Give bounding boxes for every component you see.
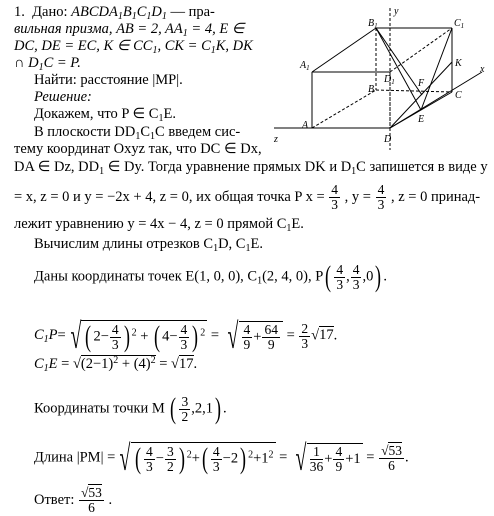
problem-line-2: вильная призма, AB = 2, $AA_1 = 4$, E ∈ (14, 21, 245, 39)
text-line-4: = x, z = 0 и y = −2x + 4, z = 0, их общая точка P x = $\frac{4}{3}$ , y = $\frac{4}{3}$ , z = 0 принад- (14, 182, 481, 212)
label-a1: $A_1$ (300, 60, 310, 72)
edge-bc (376, 90, 452, 92)
label-k: K (455, 58, 462, 69)
label-x: x (480, 64, 485, 75)
label-b: B (368, 84, 375, 95)
label-f: F (418, 78, 425, 89)
text-line-6: Вычислим длины отрезков $C_1D$, $C_1E$. (34, 236, 263, 254)
c1p-formula: $C_1P=$ √ ( 2− $\frac{4}{3}$ ) $^2$ + ( 4− $\frac{4}{3}$ ) $^2$ = √ $\frac{4}{9}$ + $\frac{64}{9}$ = $\frac{2}{3}$ √17. (34, 316, 338, 356)
line-c1e (421, 28, 452, 110)
label-z: z (274, 134, 278, 145)
edge-a1b1 (312, 28, 376, 72)
text-line-2: тему координат Oxyz так, что DC ∈ Dx, (14, 141, 262, 157)
label-e: E (418, 114, 425, 125)
m-coords: Координаты точки M ( $\frac{3}{2}$ ,2,1) . (34, 392, 227, 425)
find-line: Найти: расстояние |MP|. (34, 72, 183, 88)
prism-figure (272, 0, 492, 150)
line-b1e (376, 28, 421, 110)
label-y: y (394, 6, 399, 17)
label-d1: $D_1$ (384, 74, 395, 86)
label-d: D (384, 134, 392, 145)
x-axis (390, 72, 482, 128)
prove-line: Докажем, что P ∈ $C_1E$. (34, 106, 176, 124)
edge-d1c1 (390, 28, 452, 72)
text-line-3: DA ∈ Dz, $DD_1$ ∈ Dy. Тогда уравнение прямых DK и $D_1C$ запишется в виде y (14, 159, 488, 177)
problem-line-1: 1. Дано: $ABCDA_1B_1C_1D_1$ — пра- (14, 4, 215, 22)
problem-line-4: ∩ $D_1C = P$. (14, 55, 81, 73)
answer: Ответ: $\frac{√53}{6}$ . (34, 485, 113, 515)
edge-ab (312, 90, 376, 128)
label-c1: $C_1$ (454, 18, 465, 30)
c1e-formula: $C_1E = √(2-1)^2 + (4)^2 = √17$. (34, 355, 198, 374)
label-b1: $B_1$ (368, 18, 378, 30)
solution-label: Решение: (34, 89, 92, 105)
label-c: C (455, 90, 462, 101)
line-b1-f (376, 28, 422, 95)
label-a: A (302, 120, 309, 131)
pm-formula: Длина |PM| = √ ( $\frac{4}{3}$ − $\frac{3}{2}$ ) $^2$+( $\frac{4}{3}$ −2) $^2+1^2$ = √ $\frac{1}{36}$ + $\frac{4}{9}$ +1 = $\frac{√53}{6}$ . (34, 438, 409, 478)
problem-line-3: DC, DE = EC, K ∈ $CC_1$, CK = $C_1K$, DK (14, 38, 253, 56)
text-line-1: В плоскости $DD_1C_1C$ введем сис- (34, 124, 241, 142)
coords-line: Даны координаты точек E(1, 0, 0), $C_1(2$, 4, 0), P( $\frac{4}{3}$ , $\frac{4}{3}$ ,0) . (34, 260, 387, 293)
text-line-5: лежит уравнению y = 4x − 4, z = 0 прямой $C_1E$. (14, 216, 304, 234)
